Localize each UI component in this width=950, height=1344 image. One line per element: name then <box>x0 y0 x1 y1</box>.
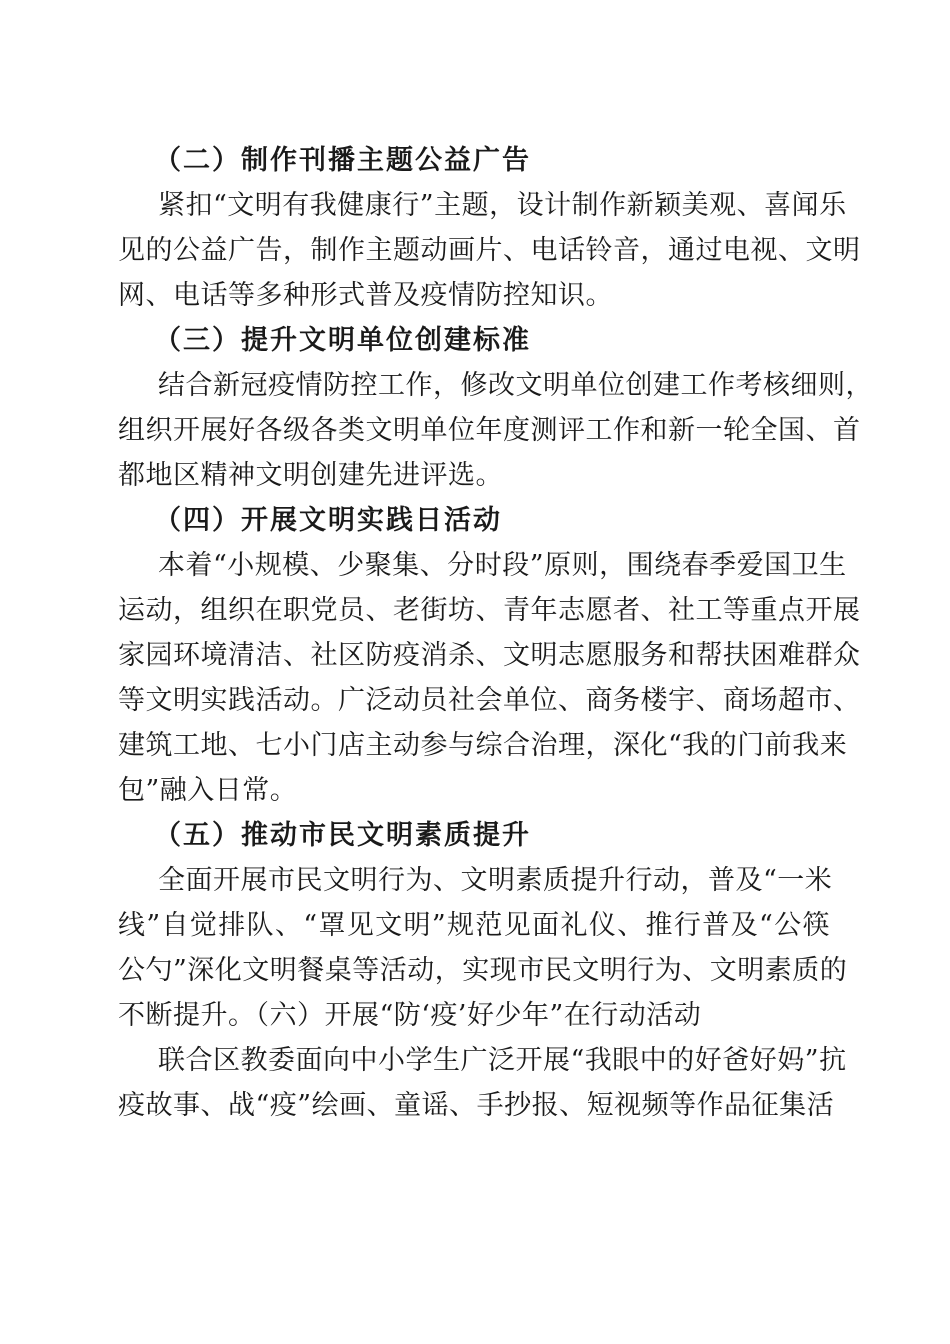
paragraph-line: 建筑工地、七小门店主动参与综合治理，深化“我的门前我来 <box>118 730 848 761</box>
paragraph-line: 疫故事、战“疫”绘画、童谣、手抄报、短视频等作品征集活 <box>118 1090 835 1121</box>
paragraph-line: 公勺”深化文明餐桌等活动，实现市民文明行为、文明素质的 <box>118 955 848 986</box>
paragraph-line: 组织开展好各级各类文明单位年度测评工作和新一轮全国、首 <box>118 415 861 446</box>
paragraph-line: 本着“小规模、少聚集、分时段”原则，围绕春季爱国卫生 <box>158 550 847 581</box>
paragraph-line: 线”自觉排队、“罩见文明”规范见面礼仪、推行普及“公筷 <box>118 910 830 941</box>
paragraph-line: 紧扣“文明有我健康行”主题，设计制作新颖美观、喜闻乐 <box>158 190 847 221</box>
document-page <box>118 138 873 1128</box>
section-heading-3: （三）提升文明单位创建标准 <box>154 325 531 356</box>
paragraph-line: 不断提升。（六）开展“防‘疫’好少年”在行动活动 <box>118 1000 702 1031</box>
paragraph-line: 等文明实践活动。广泛动员社会单位、商务楼宇、商场超市、 <box>118 685 861 716</box>
section-heading-2: （二）制作刊播主题公益广告 <box>154 145 531 176</box>
section-heading-5: （五）推动市民文明素质提升 <box>154 820 531 851</box>
paragraph-line: 家园环境清洁、社区防疫消杀、文明志愿服务和帮扶困难群众 <box>118 640 861 671</box>
paragraph-line: 全面开展市民文明行为、文明素质提升行动，普及“一米 <box>158 865 833 896</box>
paragraph-line: 运动，组织在职党员、老街坊、青年志愿者、社工等重点开展 <box>118 595 861 626</box>
paragraph-line: 见的公益广告，制作主题动画片、电话铃音，通过电视、文明 <box>118 235 861 266</box>
paragraph-line: 网、电话等多种形式普及疫情防控知识。 <box>118 280 613 311</box>
paragraph-line: 都地区精神文明创建先进评选。 <box>118 460 503 491</box>
section-heading-4: （四）开展文明实践日活动 <box>154 505 502 536</box>
paragraph-line: 包”融入日常。 <box>118 775 298 806</box>
paragraph-line: 结合新冠疫情防控工作，修改文明单位创建工作考核细则， <box>158 370 873 401</box>
paragraph-line: 联合区教委面向中小学生广泛开展“我眼中的好爸好妈”抗 <box>158 1045 847 1076</box>
